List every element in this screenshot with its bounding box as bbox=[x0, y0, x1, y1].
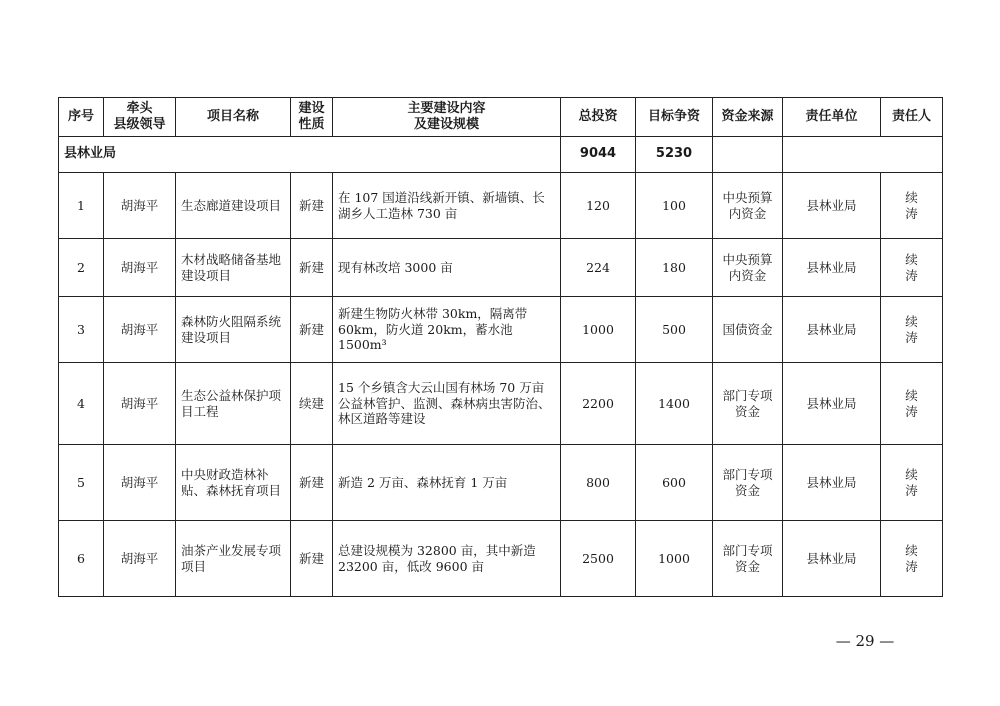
header-fund-source: 资金来源 bbox=[713, 98, 783, 137]
person-name: 续涛 bbox=[905, 387, 936, 419]
department-total: 9044 bbox=[561, 137, 636, 173]
row-target-funding: 1000 bbox=[636, 521, 713, 597]
row-seq: 2 bbox=[59, 239, 104, 297]
row-project-name: 油茶产业发展专项项目 bbox=[176, 521, 291, 597]
header-responsible-unit: 责任单位 bbox=[783, 98, 881, 137]
row-fund-source: 部门专项资金 bbox=[713, 363, 783, 445]
row-total-investment: 120 bbox=[561, 173, 636, 239]
table-header-row bbox=[59, 98, 943, 137]
table-row bbox=[59, 239, 943, 297]
department-source-empty bbox=[713, 137, 783, 173]
row-responsible-unit: 县林业局 bbox=[783, 445, 881, 521]
row-total-investment: 1000 bbox=[561, 297, 636, 363]
row-target-funding: 1400 bbox=[636, 363, 713, 445]
row-responsible-person bbox=[881, 297, 943, 363]
row-content: 15 个乡镇含大云山国有林场 70 万亩公益林管护、监测、森林病虫害防治、林区道路等建设 bbox=[333, 363, 561, 445]
row-fund-source: 国债资金 bbox=[713, 297, 783, 363]
row-fund-source: 部门专项资金 bbox=[713, 445, 783, 521]
row-project-name: 生态廊道建设项目 bbox=[176, 173, 291, 239]
row-content: 新建生物防火林带 30km，隔离带 60km，防火道 20km，蓄水池 1500m³ bbox=[333, 297, 561, 363]
row-responsible-unit: 县林业局 bbox=[783, 173, 881, 239]
person-name: 续涛 bbox=[905, 466, 936, 498]
row-target-funding: 600 bbox=[636, 445, 713, 521]
header-total-investment: 总投资 bbox=[561, 98, 636, 137]
person-name: 续涛 bbox=[905, 251, 936, 283]
project-table bbox=[58, 97, 943, 597]
row-nature: 新建 bbox=[291, 297, 333, 363]
header-nature bbox=[291, 98, 333, 137]
row-content: 现有林改培 3000 亩 bbox=[333, 239, 561, 297]
person-name: 续涛 bbox=[905, 313, 936, 345]
department-target: 5230 bbox=[636, 137, 713, 173]
table-row bbox=[59, 173, 943, 239]
row-responsible-person bbox=[881, 173, 943, 239]
row-project-name: 木材战略储备基地建设项目 bbox=[176, 239, 291, 297]
table-row bbox=[59, 445, 943, 521]
header-leader bbox=[104, 98, 176, 137]
row-target-funding: 180 bbox=[636, 239, 713, 297]
row-fund-source: 中央预算内资金 bbox=[713, 239, 783, 297]
page-number: — 29 — bbox=[835, 632, 895, 650]
row-leader: 胡海平 bbox=[104, 445, 176, 521]
row-total-investment: 800 bbox=[561, 445, 636, 521]
row-total-investment: 2200 bbox=[561, 363, 636, 445]
row-seq: 3 bbox=[59, 297, 104, 363]
row-nature: 新建 bbox=[291, 239, 333, 297]
row-target-funding: 500 bbox=[636, 297, 713, 363]
row-leader: 胡海平 bbox=[104, 521, 176, 597]
header-content-line1: 主要建设内容 bbox=[407, 100, 486, 116]
row-responsible-unit: 县林业局 bbox=[783, 297, 881, 363]
header-leader-line1: 牵头 bbox=[126, 100, 153, 116]
header-seq: 序号 bbox=[59, 98, 104, 137]
row-total-investment: 2500 bbox=[561, 521, 636, 597]
row-project-name: 生态公益林保护项目工程 bbox=[176, 363, 291, 445]
person-name: 续涛 bbox=[905, 542, 936, 574]
row-seq: 4 bbox=[59, 363, 104, 445]
row-nature: 新建 bbox=[291, 521, 333, 597]
row-project-name: 中央财政造林补贴、森林抚育项目 bbox=[176, 445, 291, 521]
department-row bbox=[59, 137, 943, 173]
header-leader-line2: 县级领导 bbox=[113, 117, 166, 132]
row-content: 在 107 国道沿线新开镇、新墙镇、长湖乡人工造林 730 亩 bbox=[333, 173, 561, 239]
header-responsible-person: 责任人 bbox=[881, 98, 943, 137]
row-leader: 胡海平 bbox=[104, 173, 176, 239]
table-row bbox=[59, 521, 943, 597]
header-target-funding: 目标争资 bbox=[636, 98, 713, 137]
row-leader: 胡海平 bbox=[104, 239, 176, 297]
row-nature: 新建 bbox=[291, 173, 333, 239]
row-seq: 6 bbox=[59, 521, 104, 597]
person-name: 续涛 bbox=[905, 189, 936, 221]
header-project-name: 项目名称 bbox=[176, 98, 291, 137]
row-responsible-person bbox=[881, 239, 943, 297]
department-unit-empty bbox=[783, 137, 943, 173]
row-leader: 胡海平 bbox=[104, 297, 176, 363]
row-leader: 胡海平 bbox=[104, 363, 176, 445]
header-nature-line2: 性质 bbox=[298, 117, 325, 132]
table-row bbox=[59, 363, 943, 445]
row-fund-source: 部门专项资金 bbox=[713, 521, 783, 597]
row-total-investment: 224 bbox=[561, 239, 636, 297]
row-content: 新造 2 万亩、森林抚育 1 万亩 bbox=[333, 445, 561, 521]
header-content-line2: 及建设规模 bbox=[413, 117, 479, 132]
row-responsible-person bbox=[881, 363, 943, 445]
row-responsible-unit: 县林业局 bbox=[783, 363, 881, 445]
department-name: 县林业局 bbox=[59, 137, 561, 173]
row-responsible-unit: 县林业局 bbox=[783, 521, 881, 597]
row-nature: 续建 bbox=[291, 363, 333, 445]
row-project-name: 森林防火阻隔系统建设项目 bbox=[176, 297, 291, 363]
row-target-funding: 100 bbox=[636, 173, 713, 239]
row-nature: 新建 bbox=[291, 445, 333, 521]
table-row bbox=[59, 297, 943, 363]
row-seq: 1 bbox=[59, 173, 104, 239]
row-responsible-person bbox=[881, 445, 943, 521]
header-content bbox=[333, 98, 561, 137]
row-content: 总建设规模为 32800 亩，其中新造 23200 亩，低改 9600 亩 bbox=[333, 521, 561, 597]
row-seq: 5 bbox=[59, 445, 104, 521]
row-responsible-unit: 县林业局 bbox=[783, 239, 881, 297]
header-nature-line1: 建设 bbox=[298, 100, 325, 116]
row-fund-source: 中央预算内资金 bbox=[713, 173, 783, 239]
row-responsible-person bbox=[881, 521, 943, 597]
